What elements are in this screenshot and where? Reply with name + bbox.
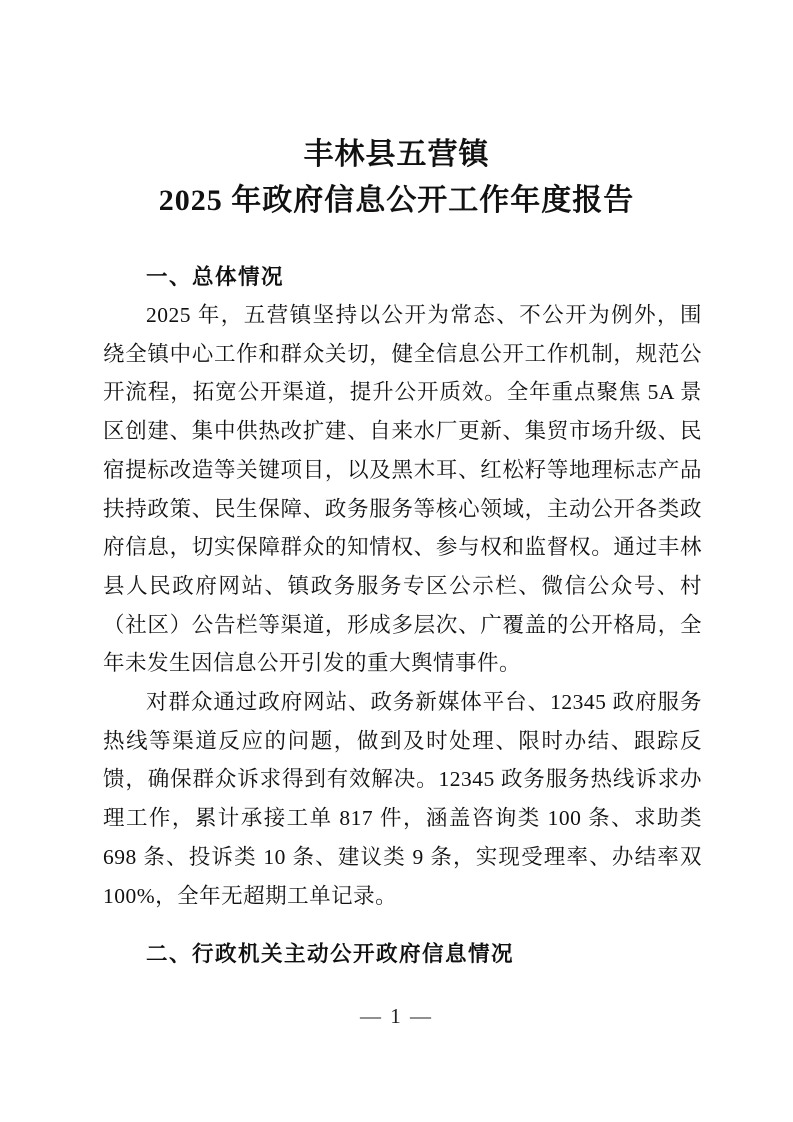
section-heading-overview: 一、总体情况 [146, 265, 285, 289]
section-overview-paragraphs [103, 296, 702, 915]
document-body [103, 262, 702, 969]
document-title [0, 132, 793, 224]
body-paragraph: 对群众通过政府网站、政务新媒体平台、12345 政府服务热线等渠道反应的问题，做到及时处理、限时办结、跟踪反馈，确保群众诉求得到有效解决。12345 政务服务热线诉求办理工作，累计承接工单 817 件，涵盖咨询类 100 条、求助类 698 条、投诉类 10 条、建议类 9 条，实现受理率、办结率双 100%，全年无超期工单记录。 [103, 690, 702, 908]
section-heading-proactive-disclosure: 二、行政机关主动公开政府信息情况 [146, 942, 515, 967]
document-title-line2: 2025 年政府信息公开工作年度报告 [158, 184, 635, 217]
body-paragraph: 2025 年，五营镇坚持以公开为常态、不公开为例外，围绕全镇中心工作和群众关切，健全信息公开工作机制，规范公开流程，拓宽公开渠道，提升公开质效。全年重点聚焦 5A 景区创建、集中供热改扩建、自来水厂更新、集贸市场升级、民宿提标改造等关键项目，以及黑木耳、红松籽等地理标志产品扶持政策、民生保障、政务服务等核心领域，主动公开各类政府信息，切实保障群众的知情权、参与权和监督权。通过丰林县人民政府网站、镇政务服务专区公示栏、微信公众号、村（社区）公告栏等渠道，形成多层次、广覆盖的公开格局，全年未发生因信息公开引发的重大舆情事件。 [103, 303, 702, 676]
document-title-line1: 丰林县五营镇 [303, 138, 490, 171]
page-number: — 1 — [360, 1004, 433, 1028]
